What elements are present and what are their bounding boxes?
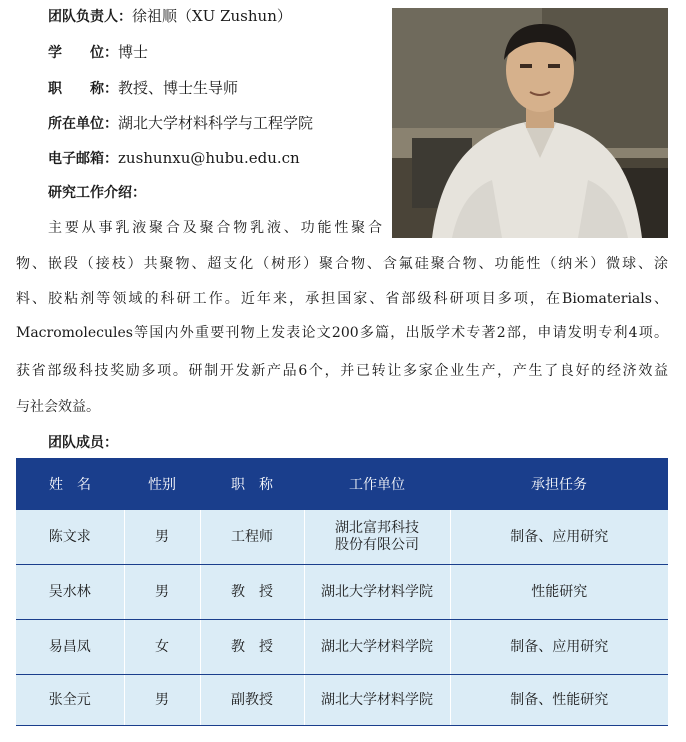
table-header-row: [16, 458, 668, 510]
email-field: [48, 148, 300, 169]
member-unit: [304, 510, 450, 565]
member-name: 陈文求: [16, 510, 124, 565]
leader-value: 徐祖顺（XU Zushun）: [132, 7, 292, 25]
column-header-gender: 性别: [124, 458, 200, 510]
table-row: [16, 675, 668, 726]
member-gender: 男: [124, 510, 200, 565]
member-title: 副教授: [200, 675, 304, 726]
intro-line-1: 主要从事乳液聚合及聚合物乳液、功能性聚合: [48, 220, 382, 236]
members-heading: 团队成员：: [48, 435, 118, 451]
member-task: 制备、性能研究: [450, 675, 668, 726]
column-header-name: 姓 名: [16, 458, 124, 510]
member-unit-line-1: 湖北富邦科技: [335, 520, 419, 536]
unit-label: 所在单位：: [48, 116, 118, 132]
degree-field: [48, 42, 148, 63]
degree-value: 博士: [118, 43, 149, 61]
member-unit-line-2: 股份有限公司: [335, 537, 419, 553]
member-task: 制备、应用研究: [450, 620, 668, 675]
table-row: [16, 565, 668, 620]
leader-portrait-photo: [392, 8, 668, 238]
column-header-title: 职 称: [200, 458, 304, 510]
intro-line-6: 与社会效益。: [16, 399, 100, 415]
intro-line-3: 料、胶粘剂等领域的科研工作。近年来，承担国家、省部级科研项目多项，在Biomaterials、: [16, 291, 668, 307]
member-unit: 湖北大学材料学院: [304, 620, 450, 675]
member-title: 工程师: [200, 510, 304, 565]
leader-field: [48, 6, 292, 27]
unit-value: 湖北大学材料科学与工程学院: [118, 114, 314, 132]
unit-field: [48, 113, 313, 134]
member-title: 教 授: [200, 620, 304, 675]
member-name: 张全元: [16, 675, 124, 726]
intro-line-2: 物、嵌段（接枝）共聚物、超支化（树形）聚合物、含氟硅聚合物、功能性（纳米）微球、涂: [16, 256, 668, 272]
leader-label: 团队负责人：: [48, 9, 132, 25]
member-task: 制备、应用研究: [450, 510, 668, 565]
member-title: 教 授: [200, 565, 304, 620]
intro-line-4: Macromolecules等国内外重要刊物上发表论文200多篇，出版学术专著2部，申请发明专利4项。: [16, 325, 668, 341]
member-unit: 湖北大学材料学院: [304, 565, 450, 620]
member-unit: 湖北大学材料学院: [304, 675, 450, 726]
member-gender: 女: [124, 620, 200, 675]
member-name: 吴水林: [16, 565, 124, 620]
title-value: 教授、博士生导师: [118, 79, 239, 97]
members-table: [16, 458, 668, 726]
email-label: 电子邮箱：: [48, 151, 118, 167]
title-field: [48, 78, 238, 99]
degree-label: 学 位：: [48, 45, 118, 61]
column-header-unit: 工作单位: [304, 458, 450, 510]
email-value: zushunxu@hubu.edu.cn: [118, 149, 300, 167]
title-label: 职 称：: [48, 81, 118, 97]
member-gender: 男: [124, 565, 200, 620]
table-row: [16, 620, 668, 675]
intro-line-5: 获省部级科技奖励多项。研制开发新产品6个，并已转让多家企业生产，产生了良好的经济效益: [16, 363, 668, 379]
member-gender: 男: [124, 675, 200, 726]
member-task: 性能研究: [450, 565, 668, 620]
table-row: [16, 510, 668, 565]
member-name: 易昌凤: [16, 620, 124, 675]
intro-heading: 研究工作介绍：: [48, 185, 146, 201]
column-header-task: 承担任务: [450, 458, 668, 510]
